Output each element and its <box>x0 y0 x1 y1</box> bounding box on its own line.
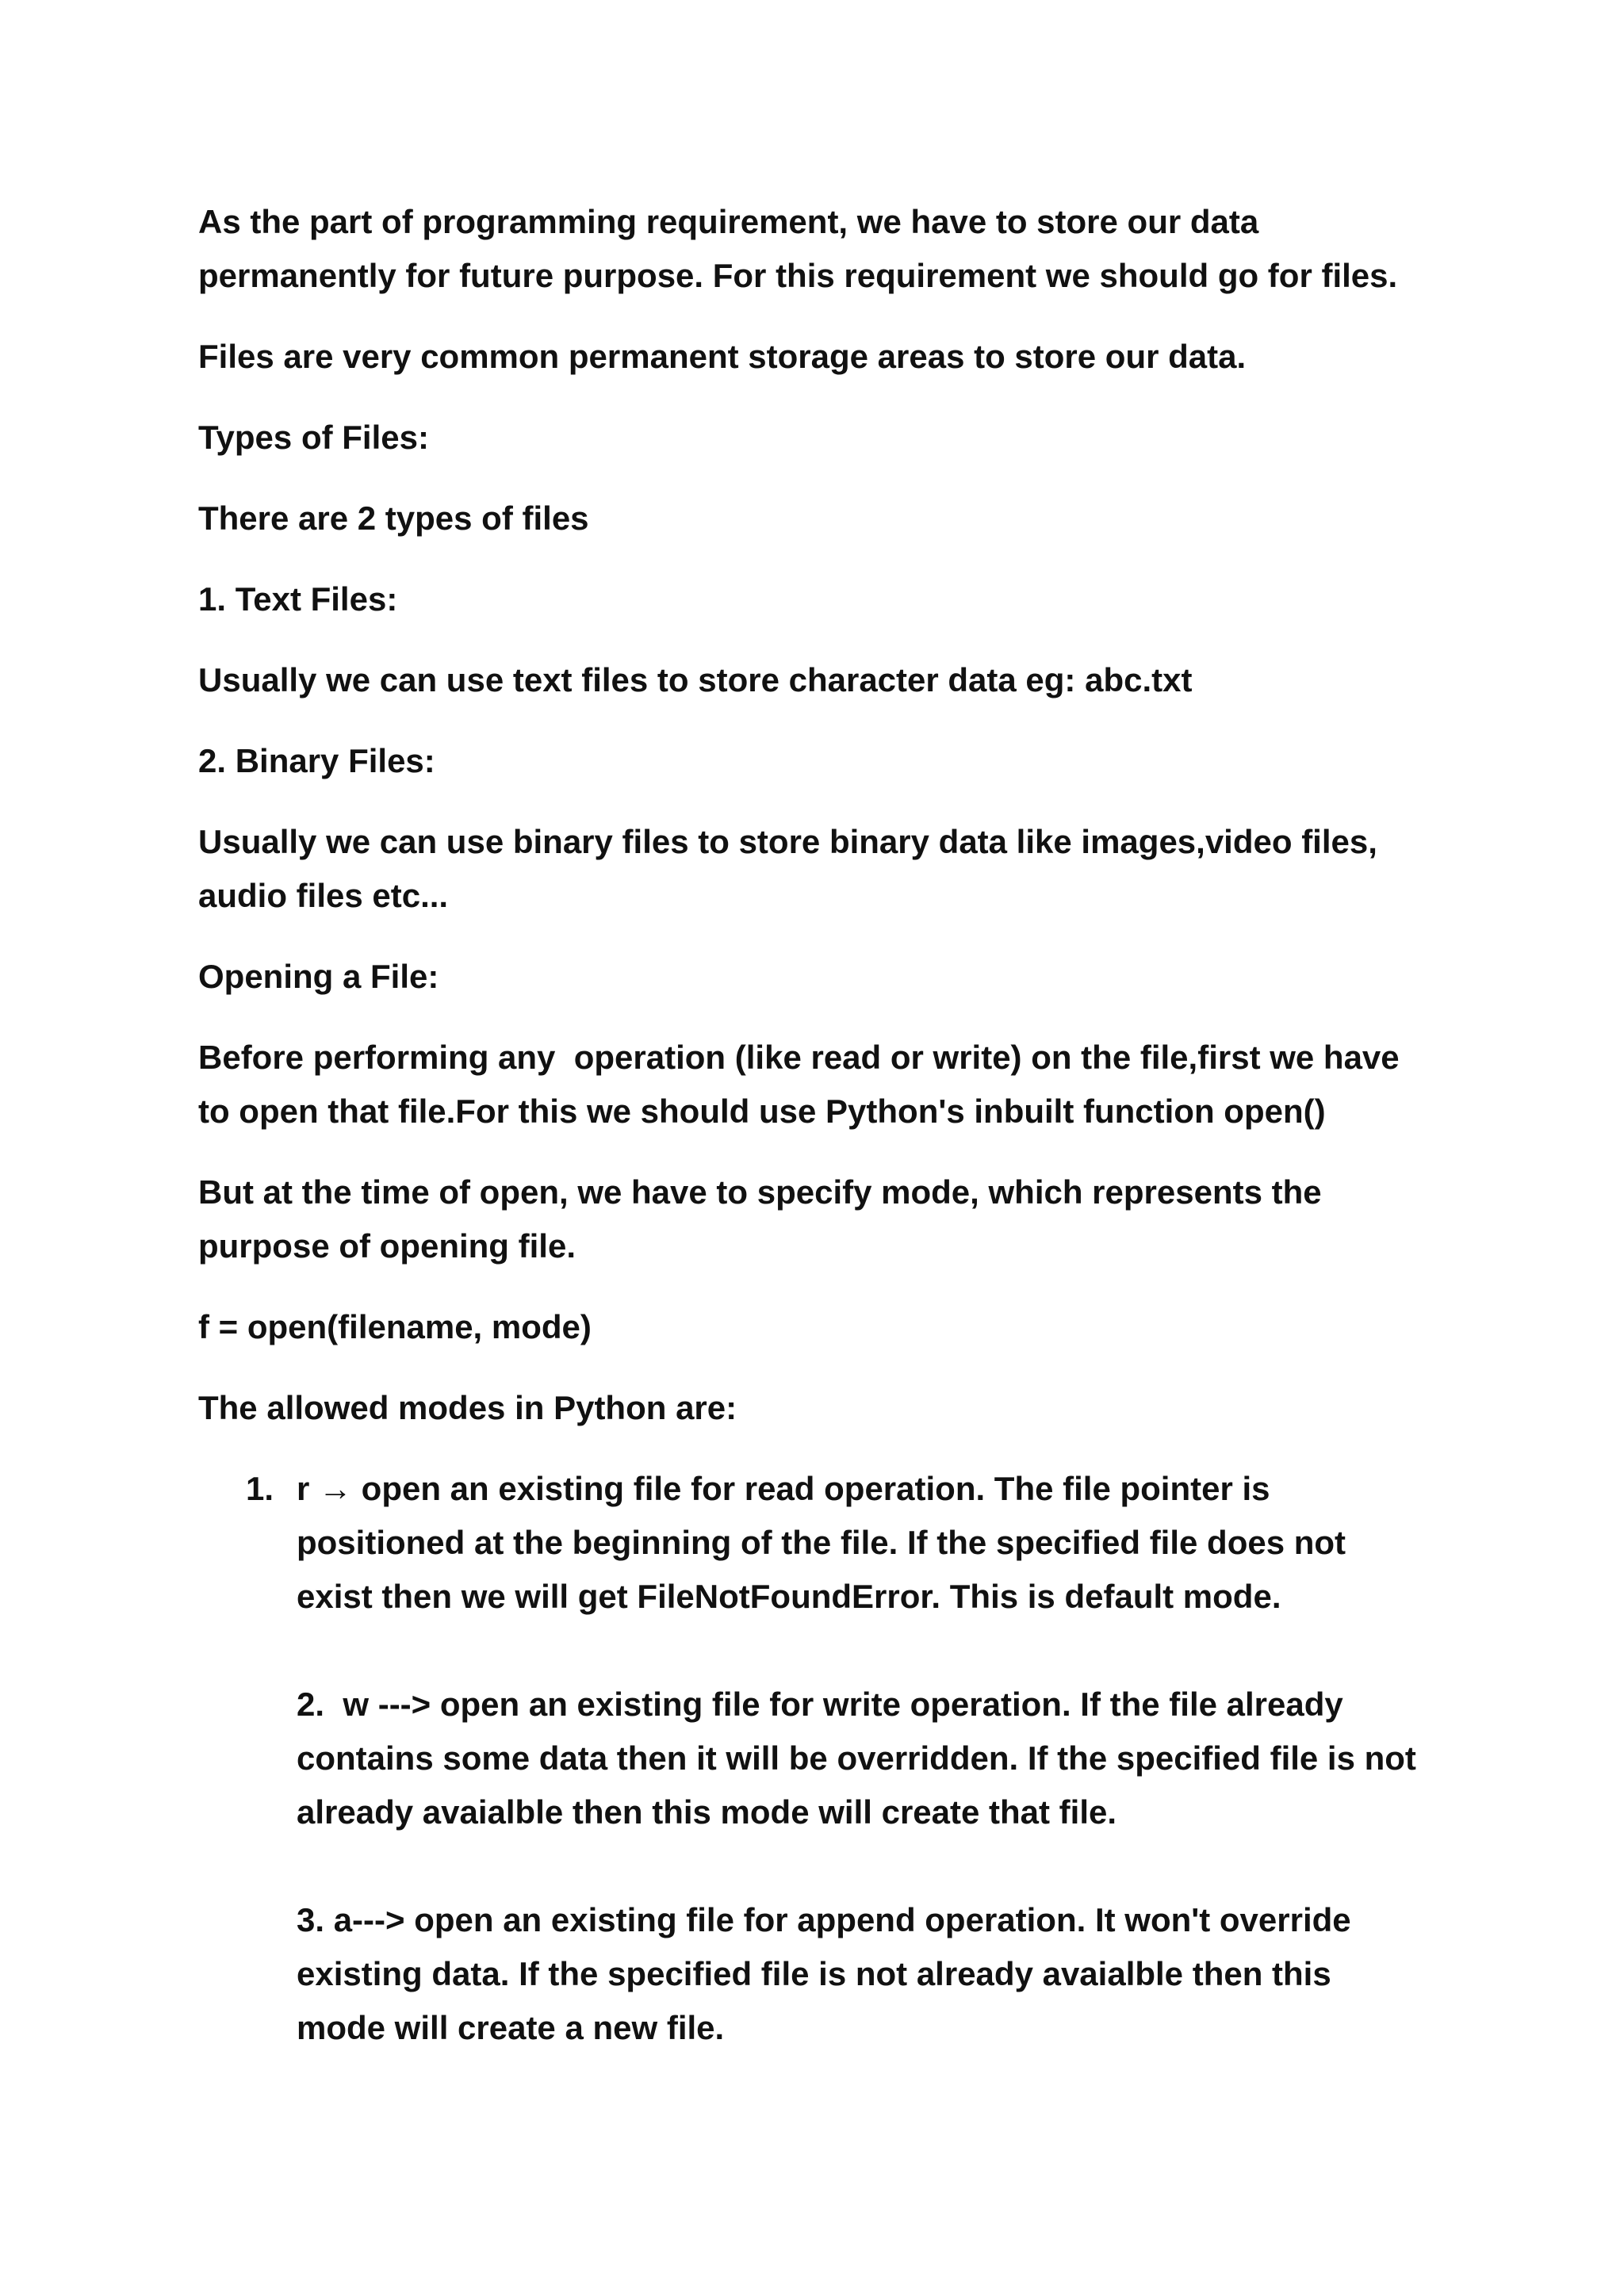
mode-description: 3. a---> open an existing file for append operation. It won't override existing data. If the specified file is not already avaialble then this mode will create a new file. <box>297 1901 1351 2046</box>
opening-file-paragraph: Before performing any operation (like read or write) on the file,first we have to open that file.For this we should use Python's inbuilt function open() <box>198 1039 1400 1130</box>
document-body <box>198 195 1435 2109</box>
mode-item-read <box>198 1462 1435 1624</box>
mode-description: r → open an existing file for read operation. The file pointer is positioned at the beginning of the file. If the specified file does not exist then we will get FileNotFoundError. This is default mode. <box>297 1470 1346 1615</box>
mode-description: 2. w ---> open an existing file for write operation. If the file already contains some data then it will be overridden. If the specified file is not already avaialble then this mode will create that file. <box>297 1686 1416 1831</box>
mode-number: 1. <box>246 1470 274 1507</box>
types-count-paragraph: There are 2 types of files <box>198 499 589 537</box>
allowed-modes-heading: The allowed modes in Python are: <box>198 1389 737 1426</box>
opening-file-heading: Opening a File: <box>198 958 439 995</box>
binary-files-paragraph: Usually we can use binary files to store binary data like images,video files, audio files etc... <box>198 823 1377 914</box>
mode-item-write <box>198 1678 1435 1839</box>
intro-paragraph: As the part of programming requirement, we have to store our data permanently for future purpose. For this requirement we should go for files. <box>198 203 1398 294</box>
text-files-paragraph: Usually we can use text files to store character data eg: abc.txt <box>198 661 1193 698</box>
binary-files-heading: 2. Binary Files: <box>198 742 435 779</box>
types-of-files-heading: Types of Files: <box>198 419 429 456</box>
mode-item-append <box>198 1893 1435 2055</box>
modes-list <box>198 1462 1435 2055</box>
text-files-heading: 1. Text Files: <box>198 580 398 618</box>
mode-explanation-paragraph: But at the time of open, we have to specify mode, which represents the purpose of opening file. <box>198 1173 1322 1265</box>
open-syntax-line: f = open(filename, mode) <box>198 1308 592 1345</box>
files-definition-paragraph: Files are very common permanent storage areas to store our data. <box>198 338 1247 375</box>
